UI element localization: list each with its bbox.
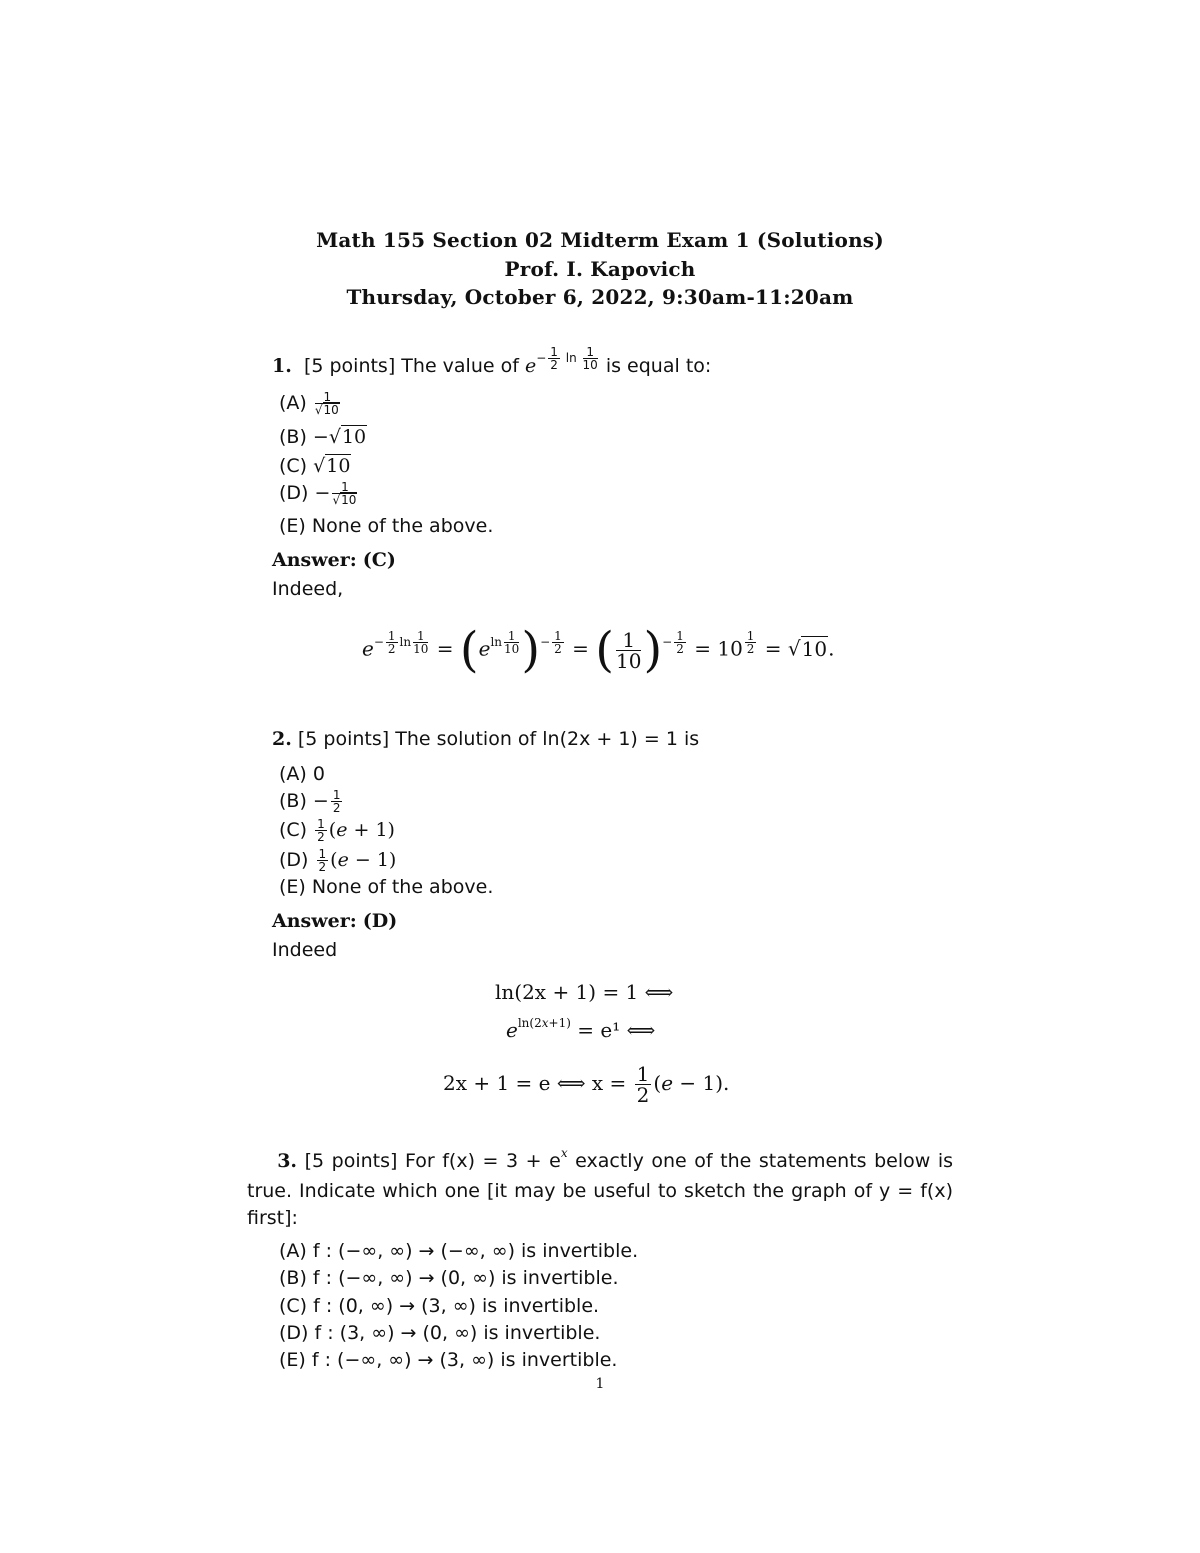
q3-prompt: 3. [5 points] For $f(x) = 3 + e^x$ exactly one of the statements below is true. Indicate which one [it may be useful to sketch the graph of y = f(x) first]: [247,1146,954,1229]
exam-header [0,226,1200,312]
q1-option-b: (B) −√10 [279,426,367,448]
q3-option-a: (A) f : (−∞, ∞) → (−∞, ∞) is invertible. [279,1240,639,1262]
q3-points: [5 points] [304,1150,398,1172]
q2-points: [5 points] [297,728,390,750]
q3-prompt-a: For f(x) = 3 + e [405,1150,561,1172]
q1-option-e: (E) None of the above. [279,515,494,537]
exam-professor: Prof. I. Kapovich [504,256,696,281]
q1-number: 1. [272,355,292,377]
q1-indeed: Indeed, [272,578,344,600]
q3-number: 3. [277,1150,298,1172]
q1-exponent: − 1 2 ln 1 10 [536,345,598,372]
q2-option-b: (B) − $\frac{1}{2}$ [279,788,341,815]
q3-option-c: (C) f : (0, ∞) → (3, ∞) is invertible. [279,1295,600,1317]
q1-option-d: (D) − $\frac{1}{√10}$ [279,480,357,507]
q2-answer-label: Answer: [272,910,357,932]
exam-title: Math 155 Section 02 Midterm Exam 1 (Solutions) [316,228,884,252]
page-number: 1 [595,1376,605,1392]
q3-prompt-b: exactly one of the statements below is true. Indicate which one [it may be useful to sketch the graph of y = f(x) first]: [247,1150,954,1229]
q1-prompt: 1. [5 points] The value of $e^{- \frac{1}{2} ln \frac{1}{10}}$ is equal to: [272,345,712,377]
q2-step-1: ln(2x + 1) = 1 ⟺ [495,980,674,1004]
q3-option-e: (E) f : (−∞, ∞) → (3, ∞) is invertible. [279,1349,618,1371]
exam-date: Thursday, October 6, 2022, 9:30am-11:20am [346,285,854,309]
q2-indeed: Indeed [272,939,338,961]
q2-step-3: 2x + 1 = e ⟺ x = $\frac{1}{2}$ (e − 1). [443,1062,730,1107]
q2-prompt-text: The solution of ln(2x + 1) = 1 is [395,728,700,750]
q1-derivation: $e^{- \frac{1}{2} ln \frac{1}{10}}$ = ($e^{ln \frac{1}{10}}$ )$^{- \frac{1}{2}}$ = ( $\frac{1}{10}$ )$^{- \frac{1}{2}}$ = 10 $^{\frac{1}{2}}$ = √10. [362,622,835,678]
q2-option-c: (C) $\frac{1}{2}$ (e + 1) [279,817,395,844]
q3-option-d: (D) f : (3, ∞) → (0, ∞) is invertible. [279,1322,601,1344]
q1-prompt-post: is equal to: [605,355,712,377]
q1-prompt-pre: The value of [401,355,519,377]
q1-answer-label: Answer: [272,549,357,571]
q2-option-e: (E) None of the above. [279,876,494,898]
q1-points: [5 points] [303,355,396,377]
q1-option-a: (A) $\frac{1}{√10}$ [279,390,339,417]
q1-answer [272,549,396,571]
q2-option-d: (D) $\frac{1}{2}$ (e − 1) [279,847,397,874]
q2-answer-value: (D) [362,910,398,932]
q2-number: 2. [272,728,292,750]
q2-answer [272,910,397,932]
q3-option-b: (B) f : (−∞, ∞) → (0, ∞) is invertible. [279,1267,619,1289]
q2-prompt [272,728,699,750]
q2-step-2: $e^{ln(2x+1)} = e^1$ ⟺ [506,1016,656,1042]
q2-option-a: (A) 0 [279,763,325,785]
q1-answer-value: (C) [362,549,396,571]
q1-option-c: (C) √10 [279,455,351,477]
